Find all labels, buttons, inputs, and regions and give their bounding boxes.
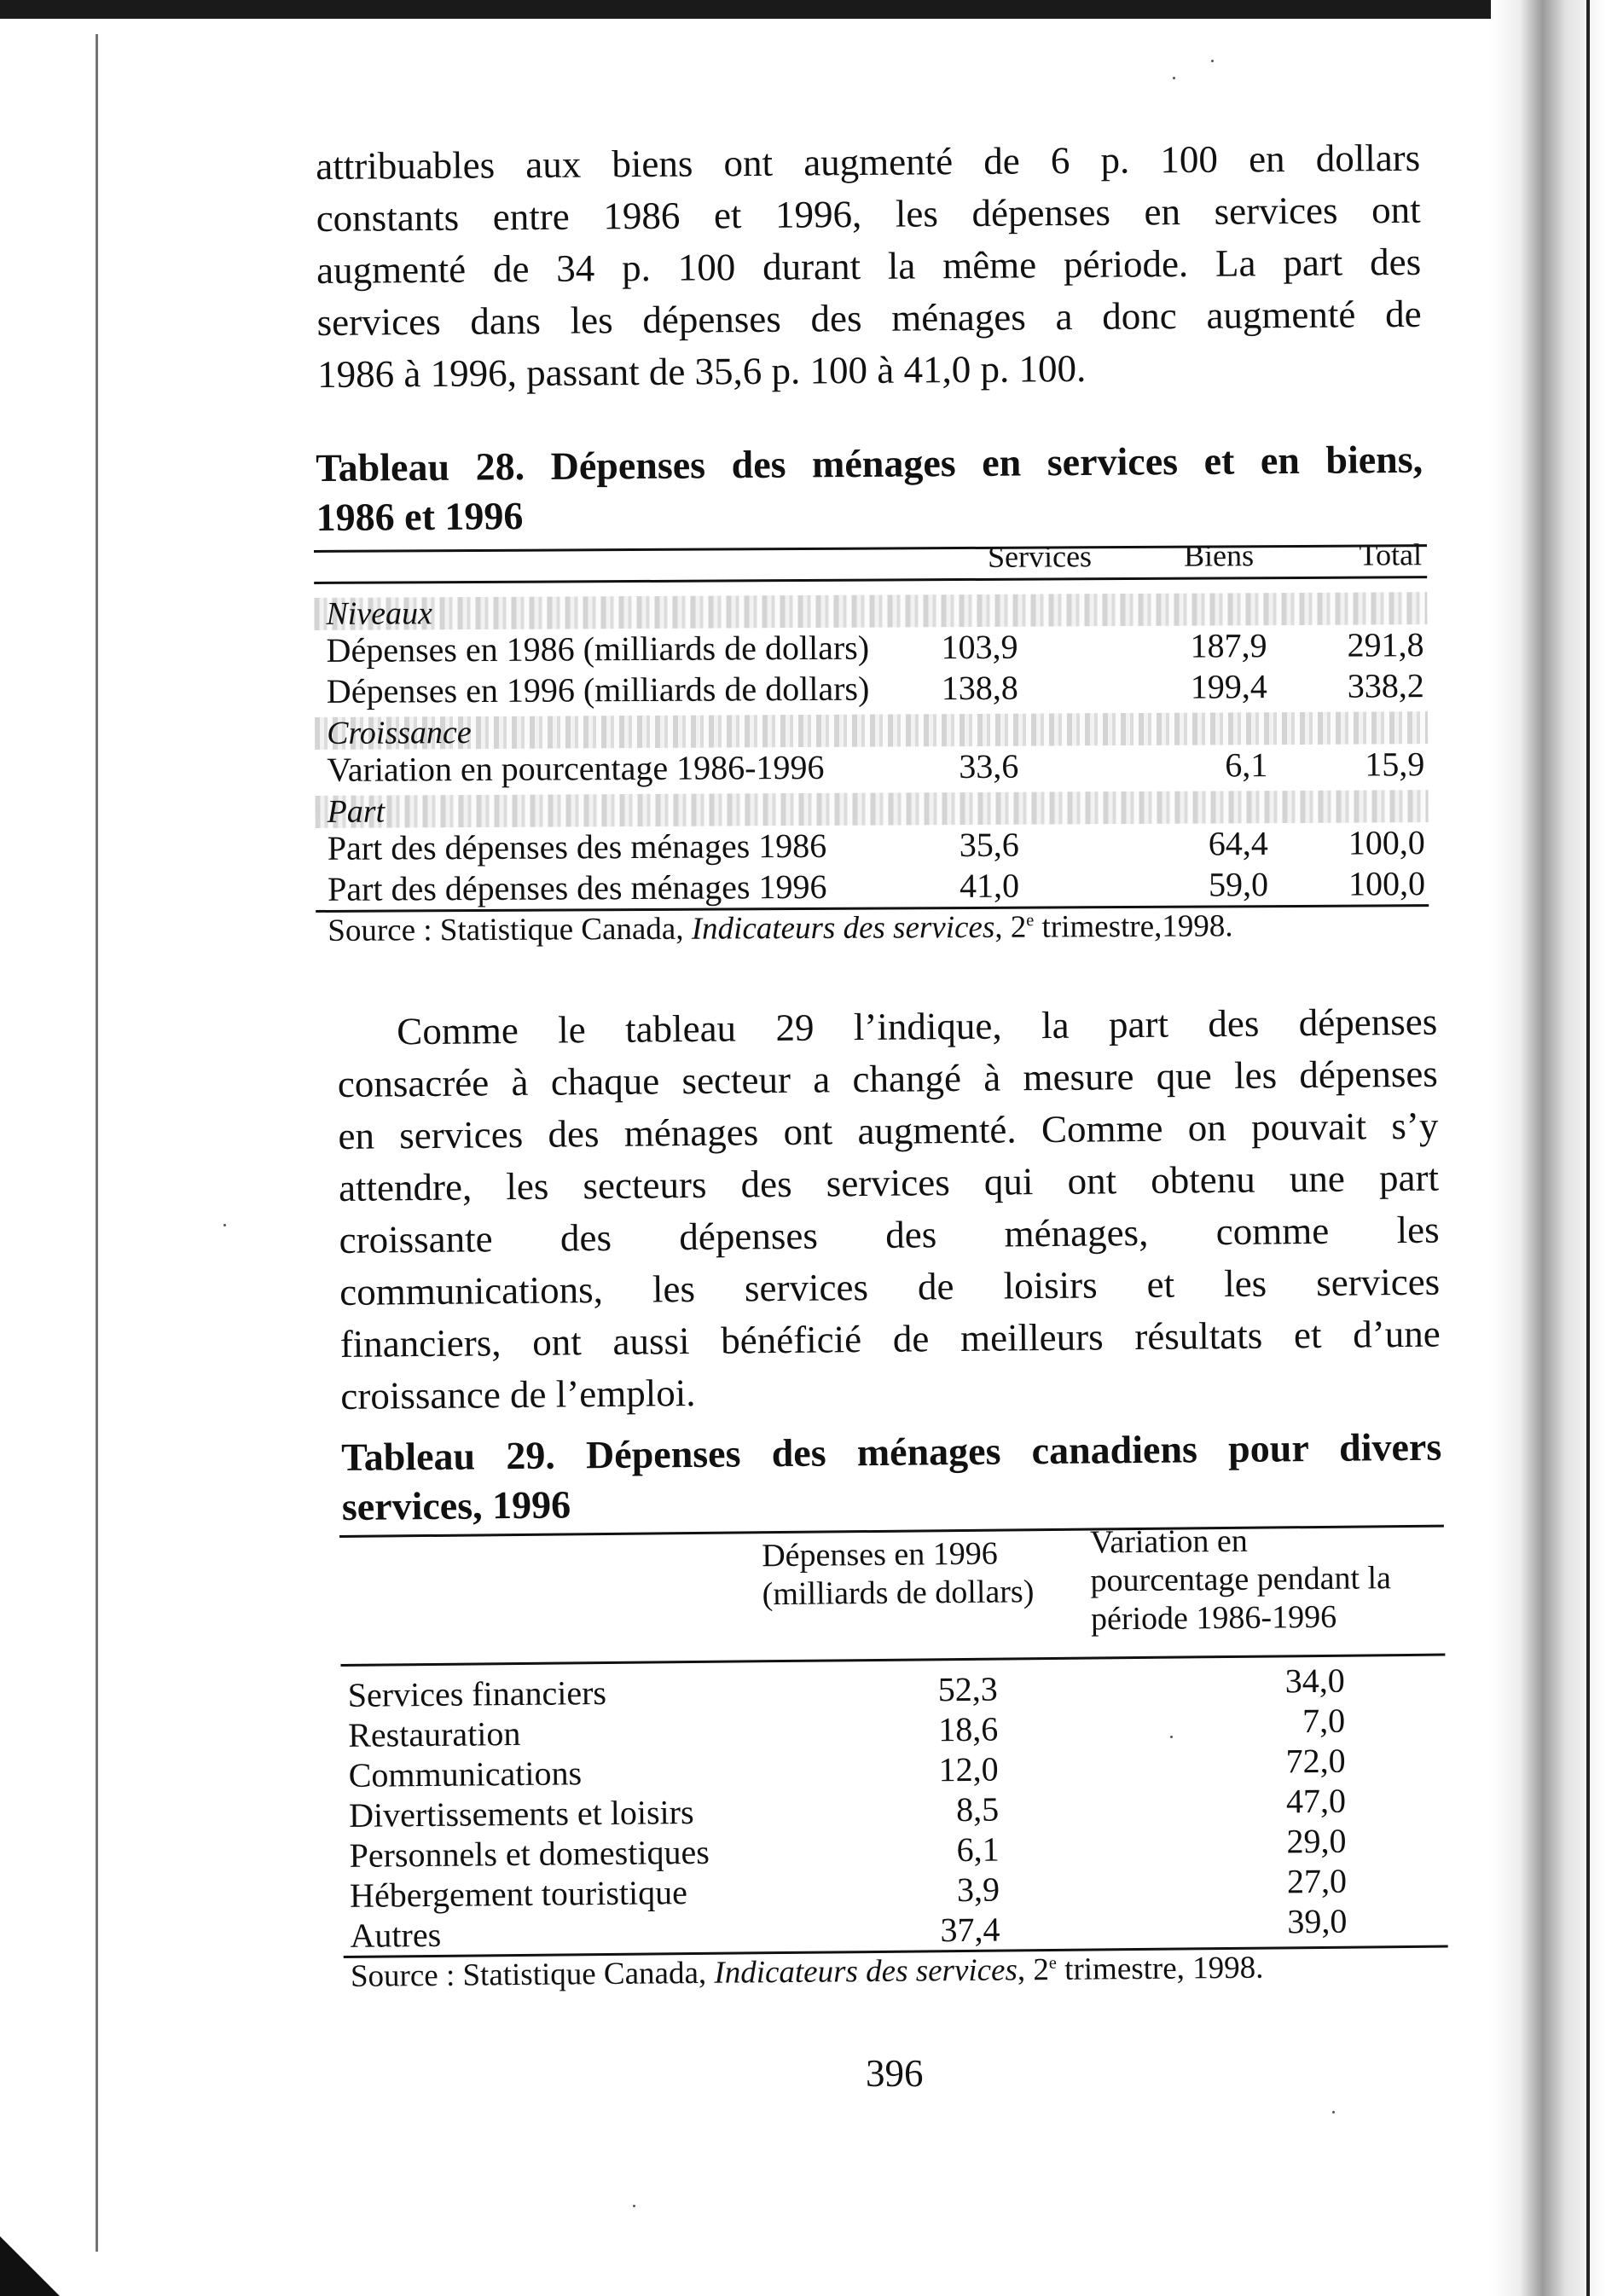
scan-speck xyxy=(633,2205,635,2207)
table-29-source: Source : Statistique Canada, Indicateurs des services, 2e trimestre, 1998. xyxy=(350,1950,1264,1994)
scan-top-border xyxy=(0,0,1606,19)
cell-biens: 6,1 xyxy=(1225,745,1268,785)
section-header-part: Part xyxy=(316,790,1429,828)
paragraph-line: croissante des dépenses des ménages, comme les xyxy=(339,1208,1440,1261)
table-row xyxy=(316,822,1429,869)
row-label: Services financiers xyxy=(347,1673,607,1714)
source-publication: Indicateurs des services xyxy=(714,1952,1018,1991)
table-row xyxy=(316,863,1429,910)
intro-paragraph xyxy=(316,132,1422,401)
cell-change: 72,0 xyxy=(1285,1741,1346,1781)
cell-change: 29,0 xyxy=(1286,1821,1347,1861)
cell-change: 27,0 xyxy=(1286,1861,1348,1901)
paragraph-line: consacrée à chaque secteur a changé à mesure que les dépenses xyxy=(337,1052,1439,1105)
cell-services: 103,9 xyxy=(941,627,1018,667)
page-number: 396 xyxy=(866,2052,924,2095)
column-header-change: Variation en pourcentage pendant la période 1986-1996 xyxy=(1089,1522,1392,1638)
row-label: Dépenses en 1986 (milliards de dollars) xyxy=(326,628,870,670)
cell-services: 138,8 xyxy=(941,668,1018,708)
cell-total: 291,8 xyxy=(1347,625,1424,664)
scan-left-margin-line xyxy=(96,34,98,2252)
table-28-title xyxy=(316,435,1423,542)
cell-spending: 6,1 xyxy=(956,1829,1000,1870)
cell-spending: 3,9 xyxy=(956,1870,1000,1910)
cell-spending: 18,6 xyxy=(938,1709,999,1749)
paragraph-line: augmenté de 34 p. 100 durant la même période. La part des xyxy=(316,240,1422,292)
table-29-title xyxy=(341,1423,1442,1532)
table-row xyxy=(315,665,1428,712)
cell-services: 33,6 xyxy=(959,746,1019,786)
cell-spending: 8,5 xyxy=(955,1789,1000,1829)
cell-total: 15,9 xyxy=(1365,745,1425,784)
paragraph-line: attendre, les secteurs des services qui ont obtenu une part xyxy=(338,1156,1440,1209)
table-header-row xyxy=(314,537,1427,582)
row-label: Communications xyxy=(348,1754,583,1794)
scan-speck xyxy=(223,1224,226,1226)
row-label: Part des dépenses des ménages 1986 xyxy=(327,826,827,867)
table-row xyxy=(314,624,1427,671)
table-28 xyxy=(314,537,1429,950)
cell-services: 35,6 xyxy=(959,825,1019,865)
cell-total: 338,2 xyxy=(1347,666,1424,705)
column-header-biens: Biens xyxy=(1183,538,1255,573)
cell-change: 39,0 xyxy=(1287,1901,1348,1941)
cell-spending: 12,0 xyxy=(938,1749,999,1789)
paragraph-line: financiers, ont aussi bénéficié de meilleurs résultats et d’une xyxy=(339,1312,1441,1365)
paragraph-line: constants entre 1986 et 1996, les dépenses en services ont xyxy=(316,188,1421,240)
cell-total: 100,0 xyxy=(1348,864,1426,903)
table-title-line: Tableau 28. Dépenses des ménages en services et en biens, xyxy=(316,437,1423,490)
cell-biens: 187,9 xyxy=(1190,626,1267,665)
scan-speck xyxy=(1211,60,1214,62)
row-label: Variation en pourcentage 1986-1996 xyxy=(327,747,825,789)
cell-biens: 59,0 xyxy=(1208,865,1269,904)
table-title-line: services, 1996 xyxy=(341,1482,571,1528)
column-header-services: Services xyxy=(987,539,1093,574)
row-label: Restauration xyxy=(348,1713,521,1754)
section-header-croissance: Croissance xyxy=(315,711,1428,750)
scan-right-edge-line xyxy=(1586,0,1590,2296)
body-paragraph xyxy=(337,996,1441,1423)
cell-total: 100,0 xyxy=(1348,823,1425,862)
paragraph-line: Comme le tableau 29 l’indique, la part des dépenses xyxy=(397,1000,1438,1053)
column-header-total: Total xyxy=(1359,537,1423,572)
scan-speck xyxy=(1332,2111,1335,2113)
row-label: Divertissements et loisirs xyxy=(348,1793,694,1835)
table-header-row xyxy=(339,1522,1445,1664)
row-label: Personnels et domestiques xyxy=(349,1832,710,1875)
row-label: Part des dépenses des ménages 1996 xyxy=(327,867,827,908)
paragraph-line: attribuables aux biens ont augmenté de 6 p. 100 en dollars xyxy=(316,136,1421,188)
cell-spending: 52,3 xyxy=(937,1669,998,1709)
table-row xyxy=(315,744,1428,791)
paragraph-line: services dans les dépenses des ménages a donc augmenté de xyxy=(316,292,1422,344)
cell-change: 34,0 xyxy=(1284,1661,1345,1701)
scan-speck xyxy=(1173,77,1175,79)
cell-change: 47,0 xyxy=(1285,1781,1347,1821)
row-label: Hébergement touristique xyxy=(349,1873,688,1915)
cell-biens: 64,4 xyxy=(1208,824,1268,863)
cell-change: 7,0 xyxy=(1302,1701,1346,1741)
table-29 xyxy=(339,1522,1448,1996)
table-title-line: 1986 et 1996 xyxy=(316,494,524,539)
scan-corner-shadow xyxy=(0,2236,60,2296)
cell-services: 41,0 xyxy=(959,866,1020,906)
column-header-spending: Dépenses en 1996 (milliards de dollars) xyxy=(762,1535,1035,1613)
paragraph-line: croissance de l’emploi. xyxy=(340,1371,696,1418)
paragraph-line: communications, les services de loisirs et les services xyxy=(339,1260,1441,1313)
cell-spending: 37,4 xyxy=(940,1910,1000,1950)
table-title-line: Tableau 29. Dépenses des ménages canadiens pour divers xyxy=(341,1424,1442,1479)
row-label: Dépenses en 1996 (milliards de dollars) xyxy=(326,669,870,710)
row-label: Autres xyxy=(350,1915,442,1955)
table-28-source: Source : Statistique Canada, Indicateurs des services, 2e trimestre,1998. xyxy=(328,908,1233,948)
paragraph-line: en services des ménages ont augmenté. Comme on pouvait s’y xyxy=(338,1104,1439,1157)
paragraph-line: 1986 à 1996, passant de 35,6 p. 100 à 41,0 p. 100. xyxy=(316,346,1087,396)
section-header-niveaux: Niveaux xyxy=(314,592,1427,630)
source-publication: Indicateurs des services xyxy=(691,909,995,947)
cell-biens: 199,4 xyxy=(1190,667,1267,706)
